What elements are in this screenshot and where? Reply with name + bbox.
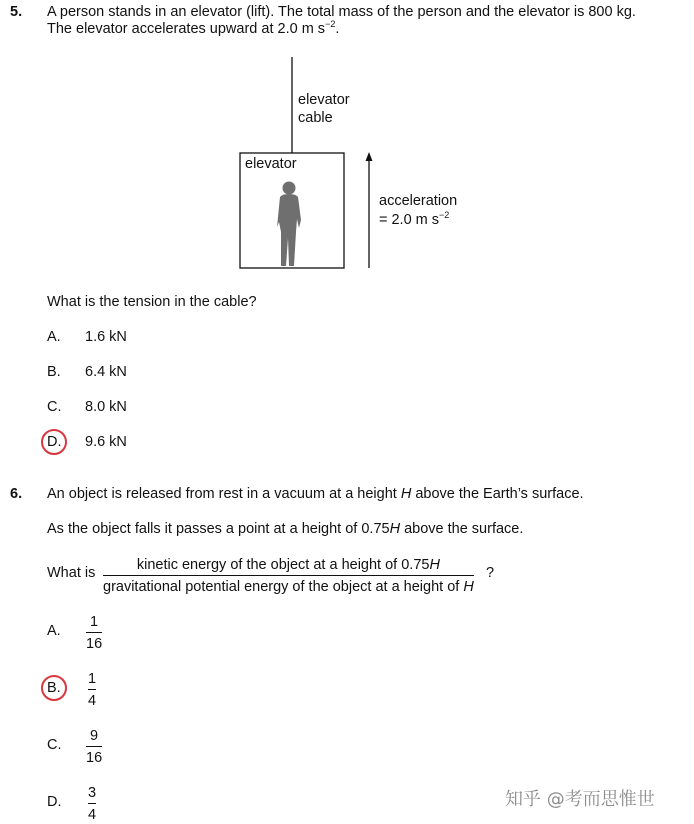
- acceleration-label-1: acceleration: [379, 193, 458, 209]
- q6-option-b-fraction: 1 4: [88, 671, 97, 709]
- q6-option-b-letter: B.: [47, 680, 61, 696]
- q5-option-d-text: 9.6 kN: [85, 434, 127, 450]
- q6-number: 6.: [10, 486, 23, 502]
- acceleration-arrowhead: [366, 152, 373, 161]
- q6-option-d-letter: D.: [47, 794, 62, 810]
- q5-question: What is the tension in the cable?: [47, 294, 257, 310]
- q6-fraction-numerator: kinetic energy of the object at a height of 0.75H: [136, 557, 440, 573]
- q6-option-c-letter: C.: [47, 737, 62, 753]
- q6-line-2: As the object falls it passes a point at a height of 0.75H above the surface.: [47, 521, 524, 537]
- elevator-box-label: elevator: [245, 156, 297, 172]
- cable-label-1: elevator: [298, 92, 350, 108]
- q6-line-1: An object is released from rest in a vacuum at a height H above the Earth’s surface.: [47, 486, 584, 502]
- q5-number: 5.: [10, 4, 23, 20]
- watermark-text: 知乎 @考而思惟世: [505, 789, 655, 810]
- cable-label-2: cable: [298, 110, 333, 126]
- elevator-diagram: [0, 0, 694, 290]
- q5-option-b-text: 6.4 kN: [85, 364, 127, 380]
- q6-option-c-fraction: 9 16: [86, 728, 103, 766]
- q5-option-c-text: 8.0 kN: [85, 399, 127, 415]
- q5-option-a-text: 1.6 kN: [85, 329, 127, 345]
- q6-fraction-denominator: gravitational potential energy of the object at a height of H: [103, 579, 474, 595]
- q6-option-a-fraction: 1 16: [86, 614, 103, 652]
- acceleration-label-2: = 2.0 m $s^{-2}$: [379, 210, 450, 228]
- q6-option-d-fraction: 3 4: [88, 785, 97, 823]
- q6-option-a-letter: A.: [47, 623, 61, 639]
- q5-option-c-letter: C.: [47, 399, 62, 415]
- q6-energy-ratio-fraction: [103, 556, 474, 596]
- q5-line-1: A person stands in an elevator (lift). The total mass of the person and the elevator is 800 kg.: [47, 4, 636, 20]
- q5-option-a-letter: A.: [47, 329, 61, 345]
- q5-option-d-letter: D.: [47, 434, 62, 450]
- q6-what-is: What is: [47, 565, 96, 581]
- q5-line-2: The elevator accelerates upward at 2.0 m $s^{-2}$.: [47, 19, 340, 37]
- q6-question-mark: ?: [486, 565, 495, 581]
- q5-option-b-letter: B.: [47, 364, 61, 380]
- person-figure-icon: [277, 182, 301, 267]
